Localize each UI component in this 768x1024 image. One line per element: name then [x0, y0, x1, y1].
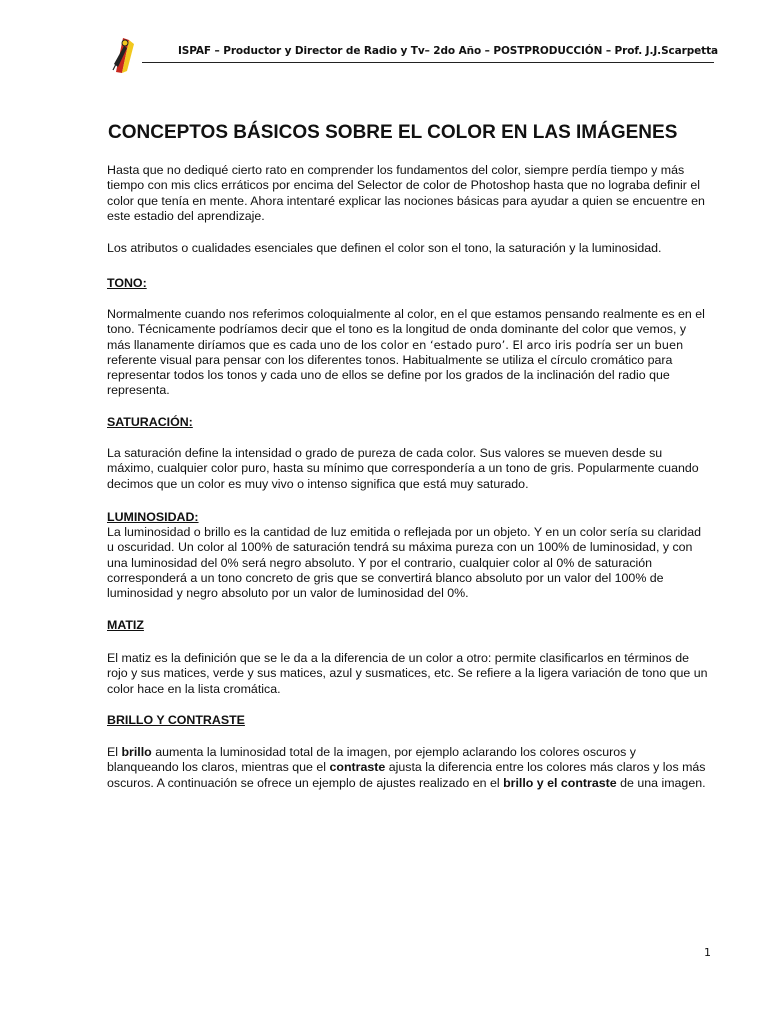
heading-matiz: MATIZ [107, 618, 144, 632]
heading-brillo-contraste: BRILLO Y CONTRASTE [107, 713, 245, 727]
tono-text-a: Normalmente cuando nos referimos coloquialmente al color, en el que estamos pensando realmente es en el tono. Técnicamente podríamos decir que el tono es la longitud de onda dominante del color que vemos, y más llanamente diríamos que es cada uno de los [107, 307, 705, 352]
bc-text-4: de una imagen. [616, 775, 706, 790]
document-title: CONCEPTOS BÁSICOS SOBRE EL COLOR EN LAS IMÁGENES [108, 122, 678, 143]
brillo-contraste-paragraph [107, 745, 711, 791]
heading-tono: TONO: [107, 276, 147, 290]
bc-text-3: ajusta la diferencia entre los colores más claros y los más oscuros. A continuación se ofrece un ejemplo de ajustes realizado en el [107, 760, 706, 790]
bc-bold-brillo: brillo [121, 745, 152, 759]
header-text: ISPAF – Productor y Director de Radio y Tv– 2do Año – POSTPRODUCCIÓN – Prof. J.J.Scarpetta [178, 45, 718, 57]
saturacion-paragraph: La saturación define la intensidad o grado de pureza de cada color. Sus valores se mueven desde su máximo, cualquier color puro, hasta su mínimo que correspondería a un tono de gris. Popularmente cuando decimos que un color es muy vivo o intenso significa que está muy saturado. [107, 446, 699, 491]
matiz-paragraph: El matiz es la definición que se le da a la diferencia de un color a otro: permite clasificarlos en términos de rojo y sus matices, verde y sus matices, azul y susmatices, etc. Se refiere a la ligera variación de tono que un color hace en la lista cromática. [107, 651, 708, 696]
intro-paragraph-2: Los atributos o cualidades esenciales que definen el color son el tono, la saturación y la luminosidad. [107, 241, 662, 255]
luminosidad-paragraph: La luminosidad o brillo es la cantidad de luz emitida o reflejada por un objeto. Y en un color sería su claridad u oscuridad. Un color al 100% de saturación tendrá su máxima pureza con un 100% de luminosidad, y con una luminosidad del 0% será negro absoluto. Y por el contrario, cualquier color al 0% de saturación corresponderá a un tono concreto de gris que se convertirá blanco absoluto por un valor del 100% de luminosidad y negro absoluto por un valor de luminosidad del 0%. [107, 525, 701, 601]
bc-text-1: El [107, 745, 122, 759]
page-number: 1 [704, 946, 711, 959]
tono-paragraph [107, 307, 711, 399]
institution-logo-icon [110, 34, 136, 74]
heading-saturacion: SATURACIÓN: [107, 415, 193, 429]
bc-bold-brillo-contraste: brillo y el contraste [503, 775, 617, 790]
header-divider [142, 62, 714, 63]
bc-bold-contraste: contraste [329, 760, 386, 775]
intro-paragraph-1: Hasta que no dediqué cierto rato en comprender los fundamentos del color, siempre perdía tiempo y más tiempo con mis clics erráticos por encima del Selector de color de Photoshop hasta que no lograba definir el color que tenía en mente. Ahora intentaré explicar las nociones básicas para ayudar a quien se encuentre en este estadio del aprendizaje. [107, 163, 705, 223]
tono-text-c: referente visual para pensar con los diferentes tonos. Habitualmente se utiliza el círculo cromático para representar todos los tonos y cada uno de ellos se define por los grados de la inclinación del radio que representa. [107, 352, 673, 398]
tono-text-b: color en ‘estado puro’. El arco iris podría ser un buen [380, 337, 684, 352]
heading-luminosidad: LUMINOSIDAD: [107, 510, 199, 524]
bc-text-2: aumenta la luminosidad total de la imagen, por ejemplo aclarando los colores oscuros y blanqueando los claros, mientras que el [107, 745, 636, 775]
